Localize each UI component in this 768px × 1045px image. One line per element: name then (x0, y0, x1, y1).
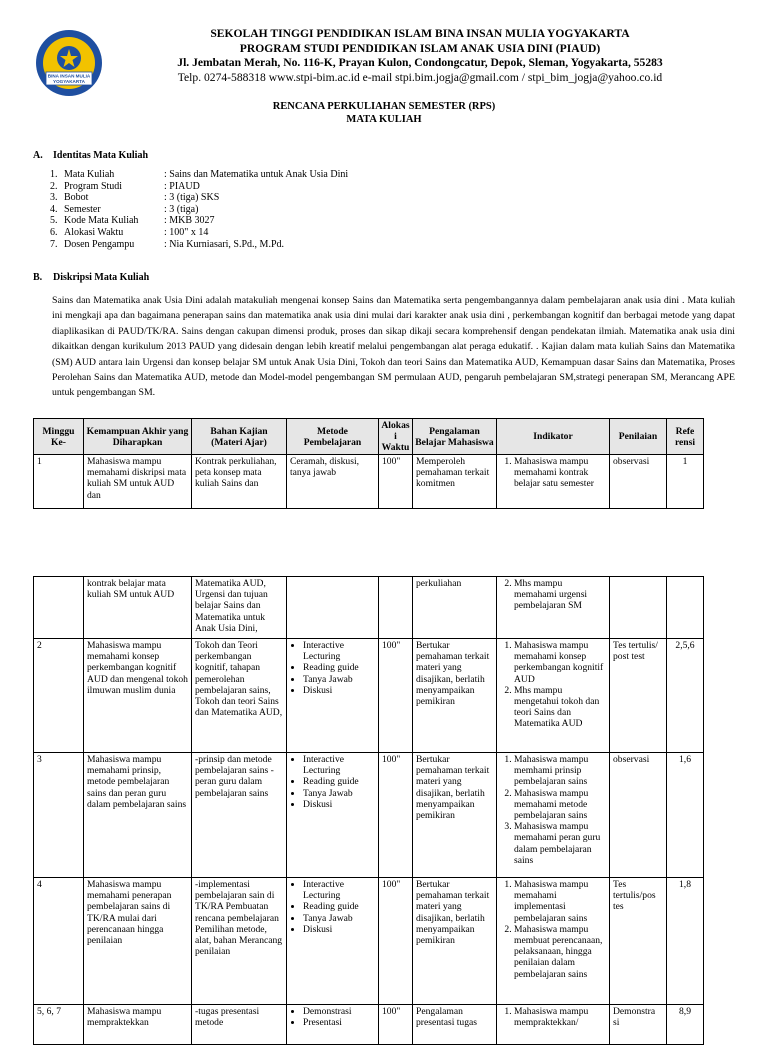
identity-item: 3. Bobot : 3 (tiga) SKS (50, 192, 220, 204)
table-row: 2 Mahasiswa mampu memahami konsep perkembangan kognitif AUD dan mengenal tokoh ilmuwan muslim dunia Tokoh dan Teori perkembangan kognitif, tahapan pemerolehan pembelajaran sains, Tokoh dan teori Sains dan Matematika AUD, • Interactive Lecturing • Reading guide • Tanya Jawab • Diskusi 100" Bertukar pemahaman terkait materi yang disajikan, berlatih menyampaikan pemikiran 1. Mahasiswa mampu memahami konsep perkembangan kognitif AUD 2. Mhs mampu mengetahui tokoh dan teori Sains dan Matematika AUD Tes tertulis/ post test 2,5,6 (34, 639, 704, 753)
document-title: RENCANA PERKULIAHAN SEMESTER (RPS) MATA KULIAH (272, 101, 496, 125)
col-header-material: Bahan Kajian (Materi Ajar) (192, 419, 287, 455)
institution-address: Jl. Jembatan Merah, No. 116-K, Prayan Kulon, Condongcatur, Depok, Sleman, Yogyakarta, 55283 (177, 56, 663, 69)
identity-item: 5. Kode Mata Kuliah : MKB 3027 (50, 215, 215, 227)
course-description: Sains dan Matematika anak Usia Dini adalah matakuliah mengenai konsep Sains dan Matematika serta pengembangannya dalam pembelajaran anak usia dini . Mata kuliah ini mengkaji apa dan bagaimana penerapan sains dan matematika anak usia dini mulai dari karakter anak usia dini , perkembangan kognitif dan berbagai metode yang dapat diaplikasikan di PAUD/TK/RA. Sains dengan cakupan dimensi produk, proses dan sikap dikaji secara komprehensif dengan pendekatan ilmiah. Matematika anak usia dini dikaitkan dengan kurikulum 2013 PAUD yang didesain dengan lebih kreatif melalui pengembangan alat peraga edukatif. . Kajian dalam mata kuliah Sains dan Matematika (SM) AUD antara lain Urgensi dan konsep belajar SM untuk Anak Usia Dini, Tokoh dan teori Sains dan Matematika AUD, Kemampuan dasar Sains dan Matematika, Proses Perolehan Sains dan Matematika AUD, metode dan Model-model pengembangan SM permulaan AUD, pengaruh pembelajaran SM,strategi penerapan SM, Merancang APE untuk pengembangan SM. (52, 295, 735, 399)
col-header-method: Metode Pembelajaran (287, 419, 379, 455)
letterhead (0, 0, 768, 100)
col-header-assessment: Penilaian (610, 419, 667, 455)
col-header-reference: Refe rensi (667, 419, 704, 455)
institution-contact: Telp. 0274-588318 www.stpi-bim.ac.id e-mail stpi.bim.jogja@gmail.com / stpi_bim_jogja@yahoo.co.id (177, 70, 663, 84)
col-header-experience: Pengalaman Belajar Mahasiswa (413, 419, 497, 455)
table-row: 4 Mahasiswa mampu memahami penerapan pembelajaran sains di TK/RA mulai dari perencanaan hingga penilaian -implementasi pembelajaran sain di TK/RA Pembuatan rencana pembelajaran Pemilihan metode, alat, bahan Merancang penilaian • Interactive Lecturing • Reading guide • Tanya Jawab • Diskusi 100" Bertukar pemahaman terkait materi yang disajikan, berlatih menyampaikan pemikiran 1. Mahasiswa mampu memahami implementasi pembelajaran sains 2. Mahasiswa mampu membuat perencanaan, pelaksanaan, hingga penilaian dalam pembelajaran sains Tes tertulis/pos tes 1,8 (34, 878, 704, 1005)
logo-text: BINA INSAN MULIA (47, 73, 91, 79)
identity-item: 6. Alokasi Waktu : 100" x 14 (50, 226, 209, 238)
identity-item: 7. Dosen Pengampu : Nia Kurniasari, S.Pd., M.Pd. (50, 238, 284, 250)
section-a-heading: A. Identitas Mata Kuliah (33, 150, 149, 161)
col-header-ability: Kemampuan Akhir yang Diharapkan (84, 419, 192, 455)
identity-item: 4. Semester : 3 (tiga) (50, 203, 199, 215)
col-header-indicator: Indikator (497, 419, 610, 455)
institution-logo (34, 28, 104, 98)
table-row: 1 Mahasiswa mampu memahami diskripsi mata kuliah SM untuk AUD dan Kontrak perkuliahan, peta konsep mata kuliah Sains dan Ceramah, diskusi, tanya jawab 100" Memperoleh pemahaman terkait komitmen 1. Mahasiswa mampu memahami kontrak belajar satu semester observasi 1 (34, 455, 704, 509)
svg-text:YOGYAKARTA: YOGYAKARTA (53, 79, 85, 84)
table-row: kontrak belajar mata kuliah SM untuk AUD Matematika AUD, Urgensi dan tujuan belajar Sains dan Matematika untuk Anak Usia Dini, perkuliahan 2. Mhs mampu memahami urgensi pembelajaran SM (34, 577, 704, 639)
identity-item: 2. Program Studi : PIAUD (50, 180, 200, 192)
program-name: PROGRAM STUDI PENDIDIKAN ISLAM ANAK USIA DINI (PIAUD) (239, 41, 601, 55)
col-header-time: Alokas i Waktu (379, 419, 413, 455)
identity-item: 1. Mata Kuliah : Sains dan Matematika untuk Anak Usia Dini (50, 169, 349, 180)
col-header-week: Minggu Ke- (34, 419, 84, 455)
section-b-heading: B. Diskripsi Mata Kuliah (33, 272, 150, 283)
rps-table-part-2 (33, 576, 704, 1045)
course-identity-list (50, 169, 348, 250)
rps-table-part-1 (33, 418, 704, 509)
table-row: 3 Mahasiswa mampu memahami prinsip, metode pembelajaran sains dan peran guru dalam pembelajaran sains -prinsip dan metode pembelajaran sains -peran guru dalam pembelajaran sains • Interactive Lecturing • Reading guide • Tanya Jawab • Diskusi 100" Bertukar pemahaman terkait materi yang disajikan, berlatih menyampaikan pemikiran 1. Mahasiswa mampu memhami prinsip pembelajaran sains 2. Mahasiswa mampu memahami metode pembelajaran sains 3. Mahasiswa mampu memahami peran guru dalam pembelajaran sains observasi 1,6 (34, 753, 704, 878)
table-row: 5, 6, 7 Mahasiswa mampu mempraktekkan -tugas presentasi metode • Demonstrasi • Presentasi 100" Pengalaman presentasi tugas 1. Mahasiswa mampu mempraktekkan/ Demonstra si 8,9 (34, 1005, 704, 1045)
table-header-row (34, 419, 704, 455)
institution-name: SEKOLAH TINGGI PENDIDIKAN ISLAM BINA INSAN MULIA YOGYAKARTA (210, 27, 630, 40)
